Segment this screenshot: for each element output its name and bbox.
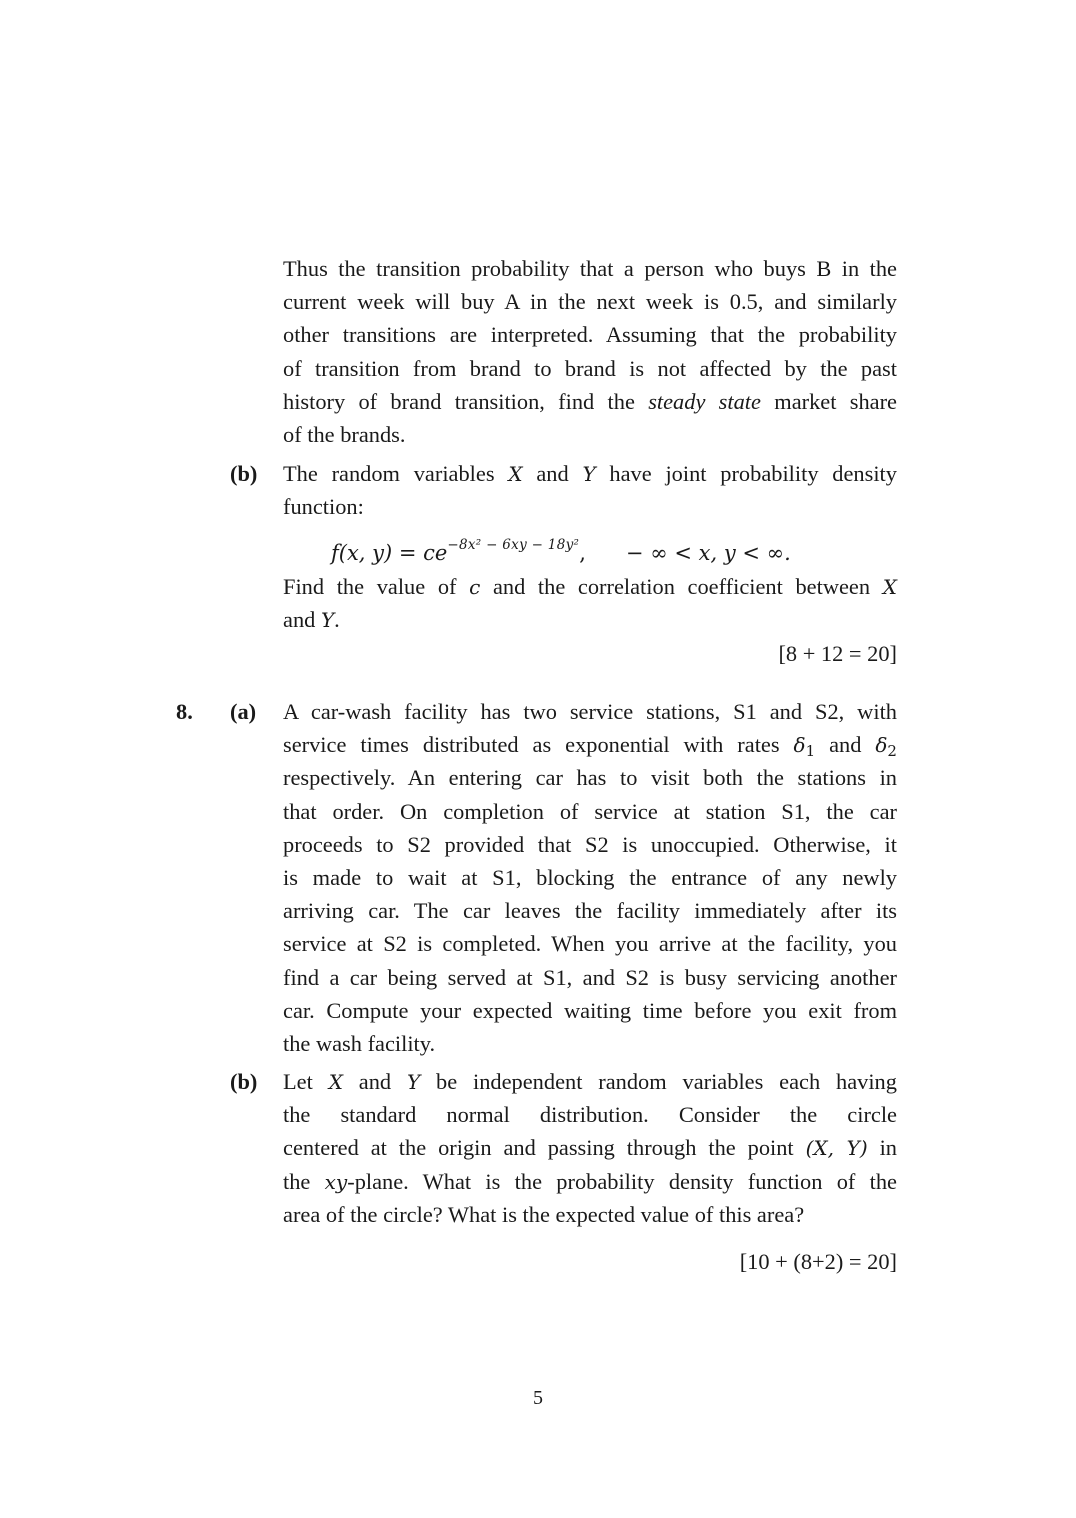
text-line: the standard normal distribution. Consider the circle: [283, 1102, 897, 1128]
text-line: function:: [283, 494, 364, 520]
q8b-text: [283, 1065, 897, 1231]
text-line: service at S2 is completed. When you arrive at the facility, you: [283, 931, 897, 957]
q8b-label: (b): [230, 1069, 258, 1094]
q8a-label: (a): [230, 699, 257, 724]
joint-density-equation: f(x, $y) = ce^{-8x^2 - 6xy - 18y^2}$, − ∞ < x, y < ∞.: [331, 537, 791, 565]
q7-marks: [8 + 12 = 20]: [778, 641, 897, 666]
continuation-paragraph: [283, 252, 897, 451]
text-line: area of the circle? What is the expected value of this area?: [283, 1201, 805, 1227]
text-line: respectively. An entering car has to visit both the stations in: [283, 765, 897, 791]
text-line: centered at the origin and passing through the point (X, Y) in: [283, 1135, 897, 1161]
text-line: find a car being served at S1, and S2 is busy servicing another: [283, 964, 897, 990]
text-line: The random variables X and Y have joint probability density: [283, 461, 897, 486]
text-line: of transition from brand to brand is not affected by the past: [283, 355, 897, 381]
text-line: current week will buy A in the next week is 0.5, and similarly: [283, 289, 897, 315]
text-line: the xy-plane. What is the probability density function of the: [283, 1168, 897, 1194]
question-number: 8.: [176, 699, 193, 724]
text-line: and Y.: [283, 607, 340, 633]
text-line: of the brands.: [283, 421, 406, 447]
text-line: arriving car. The car leaves the facility immediately after its: [283, 898, 897, 924]
steady-state-term: steady state: [648, 388, 761, 414]
text-line: the wash facility.: [283, 1030, 436, 1056]
text-line: proceeds to S2 provided that S2 is unoccupied. Otherwise, it: [283, 831, 897, 857]
text-line: Thus the transition probability that a person who buys B in the: [283, 256, 897, 281]
q7b-find-text: [283, 570, 897, 636]
q8a-text: [283, 695, 897, 1060]
q8-marks: [10 + (8+2) = 20]: [739, 1249, 897, 1274]
text-line: other transitions are interpreted. Assuming that the probability: [283, 322, 897, 348]
text-line: that order. On completion of service at station S1, the car: [283, 798, 897, 824]
page-number: 5: [533, 1387, 543, 1409]
q7b-text: [283, 457, 897, 523]
text-line: history of brand transition, find the steady state market share: [283, 388, 897, 414]
text-line: Find the value of c and the correlation coefficient between X: [283, 574, 897, 599]
text-line: is made to wait at S1, blocking the entrance of any newly: [283, 864, 897, 890]
text-line: car. Compute your expected waiting time before you exit from: [283, 997, 897, 1023]
q7b-label: (b): [230, 461, 258, 486]
text-line: A car-wash facility has two service stations, S1 and S2, with: [283, 699, 897, 724]
text-line: Let X and Y be independent random variables each having: [283, 1069, 897, 1094]
text-line: service times distributed as exponential with rates $\delta_1$ and $\delta_2$: [283, 732, 897, 761]
